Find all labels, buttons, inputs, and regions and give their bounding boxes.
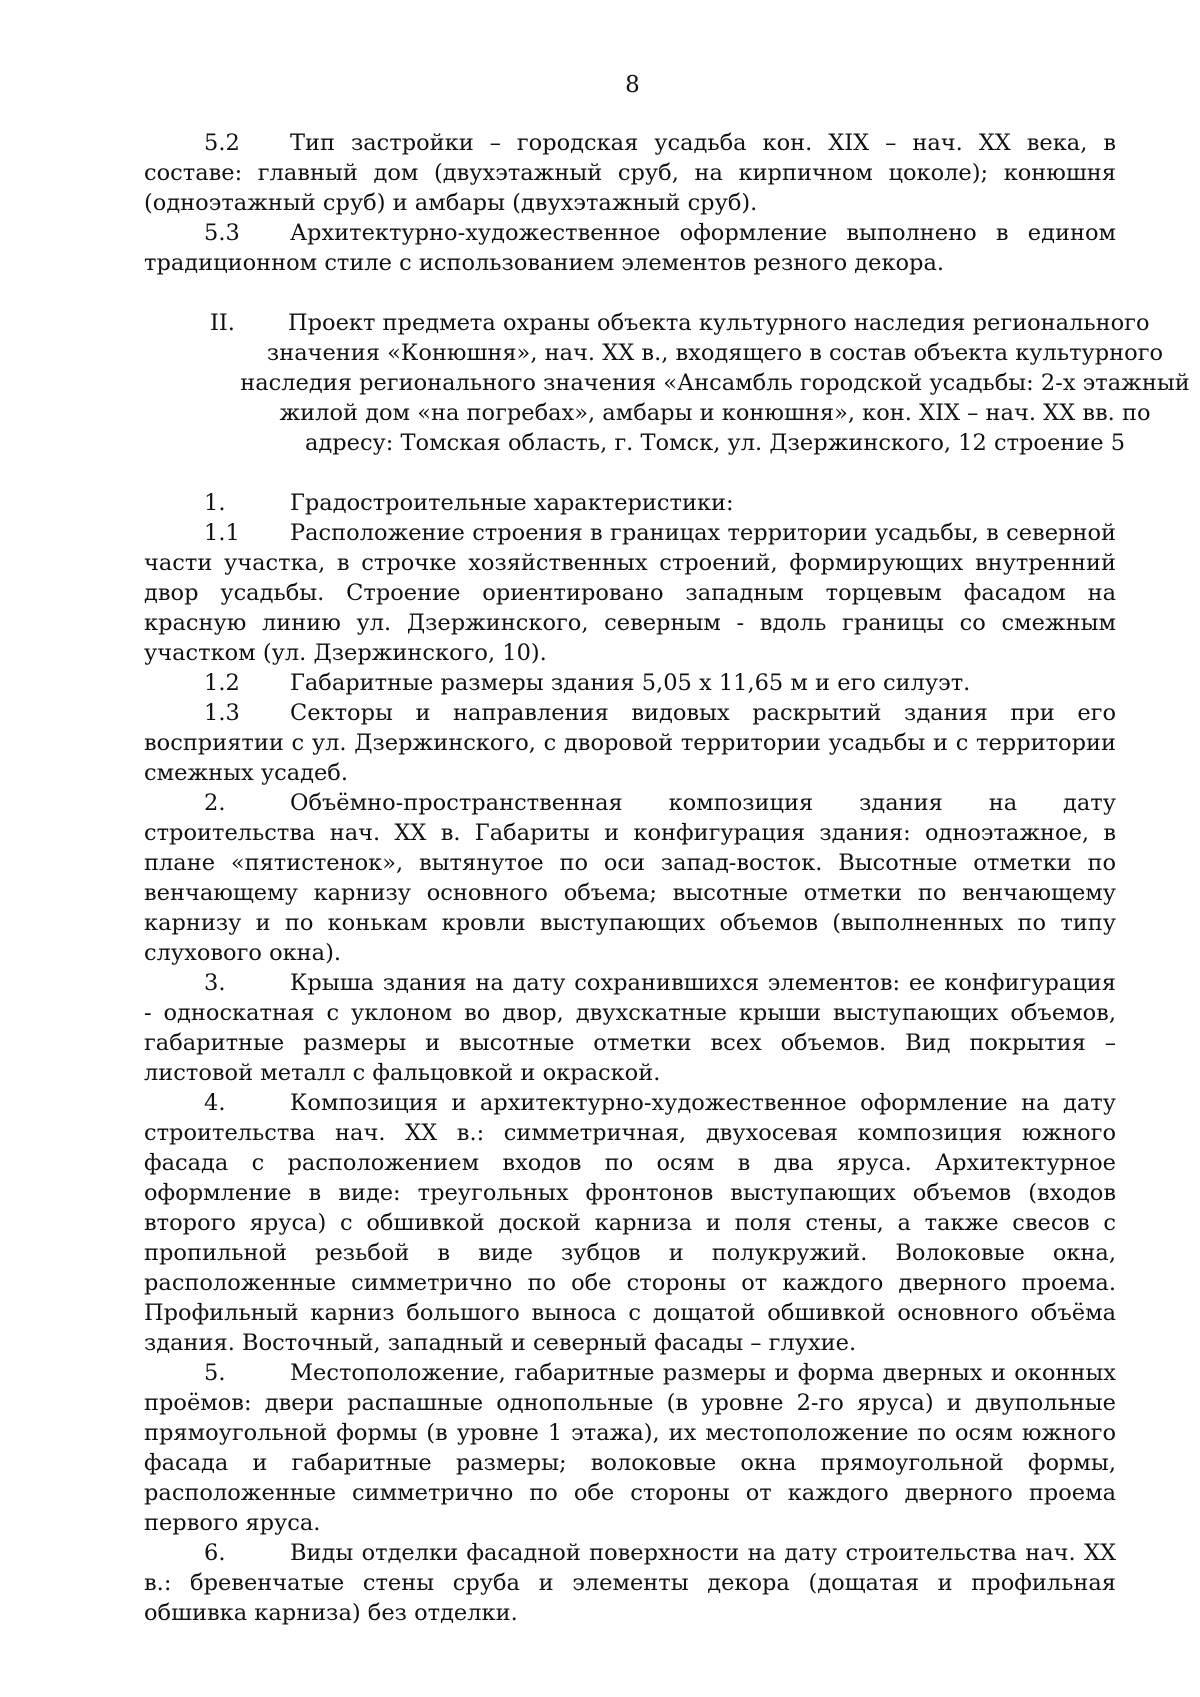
paragraph-text: Тип застройки – городская усадьба кон. XIX – нач. XX века, в составе: главный дом (двухэтажный сруб, на кирпичном цоколе); конюшня (одноэтажный сруб) и амбары (двухэтажный сруб).	[144, 130, 1116, 216]
paragraph-number: 5.2	[204, 130, 240, 156]
section-title-rest: значения «Конюшня», нач. XX в., входящего в состав объекта культурного наследия регионального значения «Ансамбль городской усадьбы: 2-х этажный жилой дом «на погребах», амбары и конюшня», кон. XIX – нач. XX вв. по адресу: Томская область, г. Томск, ул. Дзержинского, 12 строение 5	[240, 340, 1190, 456]
paragraph-6	[144, 1538, 1116, 1628]
paragraph-number: 1.1	[204, 520, 240, 546]
section-title-first-line: Проект предмета охраны объекта культурного наследия регионального	[288, 310, 1150, 336]
paragraph-number: 3.	[204, 970, 226, 996]
paragraph-text: Габаритные размеры здания 5,05 х 11,65 м и его силуэт.	[290, 670, 971, 696]
paragraph-text: Объёмно-пространственная композиция здания на дату строительства нач. XX в. Габариты и конфигурация здания: одноэтажное, в плане «пятистенок», вытянутое по оси запад-восток. Высотные отметки по венчающему карнизу основного объема; высотные отметки по венчающему карнизу и по конькам кровли выступающих объемов (выполненных по типу слухового окна).	[144, 790, 1116, 966]
paragraph-number: 1.2	[204, 670, 240, 696]
paragraph-text: Архитектурно-художественное оформление выполнено в едином традиционном стиле с использованием элементов резного декора.	[144, 220, 1116, 276]
document-body	[144, 128, 1190, 1628]
spacer	[144, 458, 1116, 488]
paragraph-1-1	[144, 518, 1116, 668]
paragraph-text: Градостроительные характеристики:	[290, 490, 734, 516]
paragraph-5-3	[144, 218, 1116, 278]
section-heading	[210, 308, 1190, 458]
paragraph-number: 5.	[204, 1360, 226, 1386]
paragraph-text: Секторы и направления видовых раскрытий здания при его восприятии с ул. Дзержинского, с дворовой территории усадьбы и с территории смежных усадеб.	[144, 700, 1116, 786]
paragraph-number: 1.3	[204, 700, 240, 726]
paragraph-3	[144, 968, 1116, 1088]
paragraph-1-2	[144, 668, 1116, 698]
paragraph-number: 4.	[204, 1090, 226, 1116]
paragraph-text: Композиция и архитектурно-художественное оформление на дату строительства нач. XX в.: симметричная, двухосевая композиция южного фасада с расположением входов по осям в два яруса. Архитектурное оформление в виде: треугольных фронтонов выступающих объемов (входов второго яруса) с обшивкой доской карниза и поля стены, а также свесов с пропильной резьбой в виде зубцов и полукружий. Волоковые окна, расположенные симметрично по обе стороны от каждого дверного проема. Профильный карниз большого выноса с дощатой обшивкой основного объёма здания. Восточный, западный и северный фасады – глухие.	[144, 1090, 1116, 1356]
paragraph-number: 2.	[204, 790, 226, 816]
paragraph-2	[144, 788, 1116, 968]
paragraph-1-3	[144, 698, 1116, 788]
paragraph-number: 6.	[204, 1540, 226, 1566]
paragraph-text: Местоположение, габаритные размеры и форма дверных и оконных проёмов: двери распашные однопольные (в уровне 2-го яруса) и двупольные прямоугольной формы (в уровне 1 этажа), их местоположение по осям южного фасада и габаритные размеры; волоковые окна прямоугольной формы, расположенные симметрично по обе стороны от каждого дверного проема первого яруса.	[144, 1360, 1116, 1536]
section-number: II.	[210, 310, 235, 336]
paragraph-4	[144, 1088, 1116, 1358]
paragraph-text: Крыша здания на дату сохранившихся элементов: ее конфигурация - односкатная с уклоном во двор, двухскатные крыши выступающих объемов, габаритные размеры и высотные отметки всех объемов. Вид покрытия – листовой металл с фальцовкой и окраской.	[144, 970, 1116, 1086]
paragraph-1	[144, 488, 1116, 518]
page-number: 8	[625, 72, 640, 98]
paragraph-5	[144, 1358, 1116, 1538]
spacer	[144, 278, 1116, 308]
paragraph-5-2	[144, 128, 1116, 218]
paragraph-number: 1.	[204, 490, 226, 516]
paragraph-text: Расположение строения в границах территории усадьбы, в северной части участка, в строчке хозяйственных строений, формирующих внутренний двор усадьбы. Строение ориентировано западным торцевым фасадом на красную линию ул. Дзержинского, северным - вдоль границы со смежным участком (ул. Дзержинского, 10).	[144, 520, 1116, 666]
paragraph-text: Виды отделки фасадной поверхности на дату строительства нач. XX в.: бревенчатые стены сруба и элементы декора (дощатая и профильная обшивка карниза) без отделки.	[144, 1540, 1116, 1626]
paragraph-number: 5.3	[204, 220, 240, 246]
